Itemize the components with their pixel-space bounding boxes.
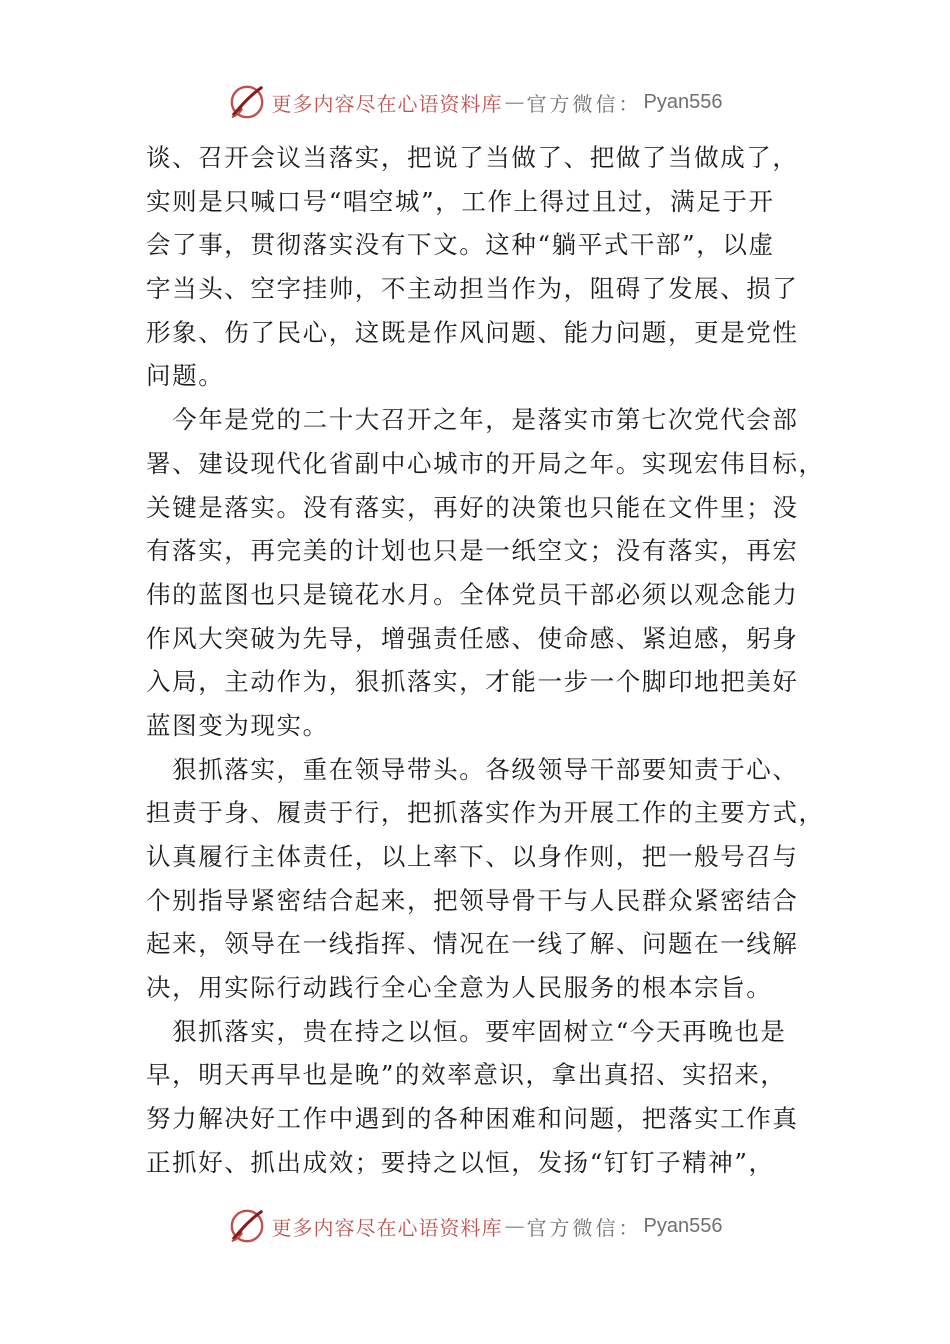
text-line: 努力解决好工作中遇到的各种困难和问题，把落实工作真 bbox=[146, 1104, 799, 1134]
header-wechat-label: 官方微信： bbox=[526, 91, 642, 116]
page-header bbox=[0, 82, 950, 122]
text-line: 早，明天再早也是晚”的效率意识，拿出真招、实招来， bbox=[146, 1060, 787, 1090]
text-line: 会了事，贯彻落实没有下文。这种“躺平式干部”，以虚 bbox=[146, 230, 775, 260]
text-line: 问题。 bbox=[146, 361, 225, 391]
text-line: 入局，主动作为，狠抓落实，才能一步一个脚印地把美好 bbox=[146, 667, 799, 697]
text-line: 决，用实际行动践行全心全意为人民服务的根本宗旨。 bbox=[146, 973, 773, 1003]
text-line: 认真履行主体责任，以上率下、以身作则，把一般号召与 bbox=[146, 842, 799, 871]
text-line: 今年是党的二十大召开之年，是落实市第七次党代会部 bbox=[146, 405, 799, 435]
page-footer bbox=[0, 1206, 950, 1246]
pen-logo-icon bbox=[228, 83, 266, 121]
text-line: 担责于身、履责于行，把抓落实作为开展工作的主要方式， bbox=[146, 798, 825, 828]
text-line: 作风大突破为先导，增强责任感、使命感、紧迫感，躬身 bbox=[146, 623, 799, 653]
text-line: 谈、召开会议当落实，把说了当做了、把做了当做成了， bbox=[146, 143, 799, 172]
text-line: 关键是落实。没有落实，再好的决策也只能在文件里；没 bbox=[146, 492, 799, 522]
footer-banner-text: 更多内容尽在心语资料库 bbox=[271, 1215, 503, 1240]
text-line: 署、建设现代化省副中心城市的开局之年。实现宏伟目标， bbox=[146, 448, 825, 478]
pen-logo-icon bbox=[228, 1207, 266, 1245]
text-line: 有落实，再完美的计划也只是一纸空文；没有落实，再宏 bbox=[146, 536, 799, 566]
footer-wechat-id: Pyan556 bbox=[643, 1214, 723, 1237]
text-line: 狠抓落实，贵在持之以恒。要牢固树立“今天再晚也是 bbox=[146, 1016, 787, 1046]
document-body bbox=[146, 136, 825, 1185]
text-line: 狠抓落实，重在领导带头。各级领导干部要知责于心、 bbox=[146, 754, 799, 784]
text-line: 伟的蓝图也只是镜花水月。全体党员干部必须以观念能力 bbox=[146, 579, 799, 609]
text-line: 字当头、空字挂帅，不主动担当作为，阻碍了发展、损了 bbox=[146, 274, 799, 304]
header-banner-text: 更多内容尽在心语资料库 bbox=[271, 91, 503, 116]
text-line: 实则是只喊口号“唱空城”，工作上得过且过，满足于开 bbox=[146, 186, 775, 216]
header-separator: — bbox=[504, 90, 525, 114]
header-wechat-id: Pyan556 bbox=[643, 90, 723, 113]
text-line: 形象、伤了民心，这既是作风问题、能力问题，更是党性 bbox=[146, 317, 799, 347]
text-line: 蓝图变为现实。 bbox=[146, 710, 329, 740]
footer-separator: — bbox=[504, 1214, 525, 1238]
text-line: 个别指导紧密结合起来，把领导骨干与人民群众紧密结合 bbox=[146, 885, 799, 915]
footer-wechat-label: 官方微信： bbox=[526, 1215, 642, 1240]
text-line: 起来，领导在一线指挥、情况在一线了解、问题在一线解 bbox=[146, 929, 799, 959]
text-line: 正抓好、抓出成效；要持之以恒，发扬“钉钉子精神”， bbox=[146, 1147, 775, 1177]
